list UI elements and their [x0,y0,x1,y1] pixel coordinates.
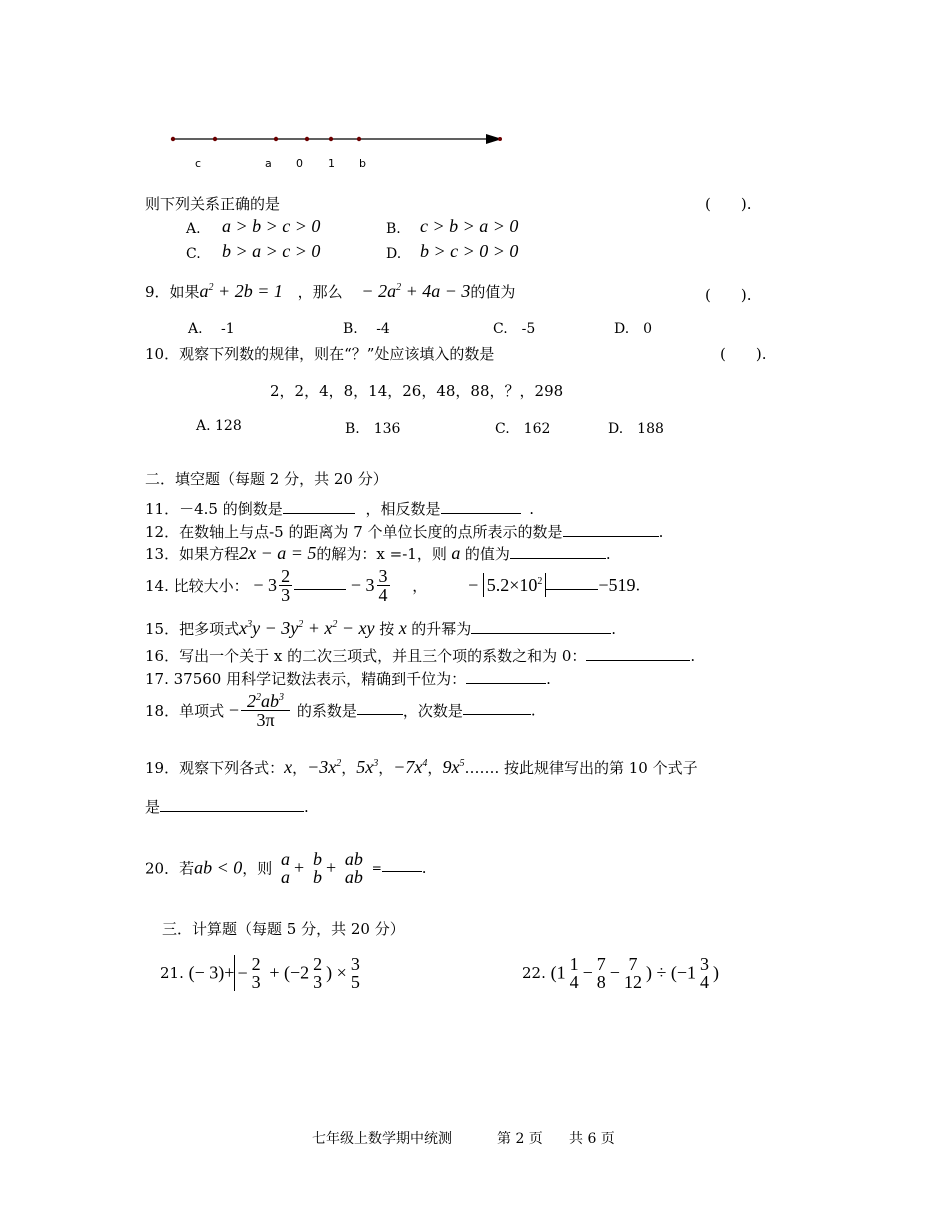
q8-stem: 则下列关系正确的是 [145,195,281,213]
q20-frac-2: b b [312,849,322,887]
q22: 22. (1 1 4 − 7 8 − 7 12 ) ÷ (−1 3 4 ) [522,954,719,992]
q9-paren: ( ). [705,286,752,304]
q18-end: . [530,701,536,720]
q21-frac-1: 2 3 [251,954,261,992]
q11-text-a: 11．－4.5 的倒数是 [145,500,283,518]
q18-blank-1[interactable] [357,699,403,715]
q20-text-b: ，则 [242,859,273,878]
q16-text: 16．写出一个关于 x 的二次三项式，并且三个项的系数之和为 0： [145,647,587,665]
q17-text: 17. 37560 用科学记数法表示，精确到千位为： [145,670,467,688]
q14-text-a: 14. 比较大小： [145,577,249,595]
q10-sequence: 2，2，4，8，14，26，48，88，？，298 [270,382,564,400]
numline-label-0: 0 [296,157,303,170]
q17 [145,668,551,689]
q14-mixed-1: − 3 [253,575,278,595]
q18-blank-2[interactable] [463,699,531,715]
q19-text-b: ……. 按此规律写出的第 10 个式子 [464,759,698,777]
q14-blank-1[interactable] [294,574,346,590]
q19-line-1: 19．观察下列各式：x，$-3x^2$，$5x^3$，$-7x^4$，$9x^5\dots\dots$. 按此规律写出的第 10 个式子 [145,757,698,777]
q11-blank-2[interactable] [441,498,521,514]
q16-end: . [690,647,696,665]
q10-option-a: A. 128 [196,418,242,434]
q19-end: . [304,798,309,816]
q14 [145,567,640,604]
q9-option-a: A. -1 [188,321,235,337]
q15-text-a: 15．把多项式 [145,620,240,638]
q9-formula-2: − $2a^2 + 4a - 3$ [361,281,471,301]
q22-number: 22. [522,964,546,982]
q13-text-b: 的解为： [316,545,377,563]
q10-option-d: D. 188 [608,421,664,437]
q9-option-b: B. -4 [343,321,390,337]
q12 [145,521,663,542]
q8-option-d-label: D. [386,246,402,262]
q13-blank[interactable] [510,543,606,559]
q13-text-c: x =-1，则 [376,545,447,563]
q22-frac-1: 1 4 [569,954,579,992]
q16-blank[interactable] [586,645,690,661]
q8-option-b: c > b > a > 0 [420,216,519,236]
q20-end: . [421,859,427,877]
q17-end: . [546,670,551,688]
q15-end: . [611,620,617,638]
section2-title: 二．填空题（每题 2 分，共 20 分） [145,470,388,488]
q13-var-a: a [446,543,465,563]
q8-paren: ( ). [705,195,752,213]
q13-end: . [605,545,611,563]
q11-blank-1[interactable] [283,498,355,514]
q10-option-b: B. 136 [345,421,401,437]
footer-total: 共 6 页 [569,1131,615,1147]
q14-separator: ， [412,577,428,595]
q9-option-d: D. 0 [614,321,653,337]
q18 [145,692,536,729]
q10-option-c: C. 162 [495,421,551,437]
q22-expression: (1 [550,962,566,983]
q8-option-a: a > b > c > 0 [222,216,321,236]
q18-text-c: ，次数是 [402,702,463,720]
q15-text-b: 按 [379,620,395,638]
numline-label-b: b [359,157,366,170]
q14-end: . [635,576,641,595]
q14-frac-2: $\frac{3}{4}$ [378,566,388,605]
q20-equals: = [371,861,382,875]
q19-blank[interactable] [160,796,304,812]
q17-blank[interactable] [466,668,546,684]
q9-number: 9．如果 [145,283,200,301]
q15 [145,618,616,639]
q9-end: 的值为 [470,283,516,301]
q9-option-c: C. -5 [493,321,536,337]
footer-page: 第 2 页 [497,1131,543,1147]
q21-expression: (− 3)+ [188,962,235,983]
q8-option-a-label: A. [186,221,201,237]
q13-text-a: 13．如果方程 [145,545,240,563]
q20: 20．若ab < 0，则 a a + b b + ab ab = . [145,849,427,887]
q22-frac-3: 7 12 [623,954,642,992]
q21-frac-2: 2 3 [313,954,323,992]
q15-text-c: 的升幂为 [411,620,472,638]
q9-formula-1: $a^2 + 2b = 1$ [199,281,283,301]
q20-blank[interactable] [382,856,422,872]
numline-label-a: a [265,157,272,170]
q18-monomial: $\frac{2^2ab^3}{3\pi}$ [241,692,290,729]
q11-text-b: ，相反数是 [365,500,441,518]
q18-text-a: 18．单项式 [145,702,225,720]
q11 [145,498,534,519]
number-line [160,128,520,178]
q18-text-b: 的系数是 [296,702,357,720]
q20-frac-1: a a [281,849,291,887]
q19-text-c: 是 [145,798,161,816]
q13-equation: 2x − a = 5 [239,543,317,563]
q21: 21. (− 3)+ − 2 3 + (−2 2 3 ) × 3 5 [160,954,360,992]
q19-line-2 [145,796,309,817]
q12-blank[interactable] [563,521,659,537]
q19-text-a: 19．观察下列各式： [145,759,285,777]
q10-paren: ( ). [720,345,767,363]
q11-end: . [529,500,535,518]
q8-option-c: b > a > c > 0 [222,241,321,261]
q15-blank[interactable] [471,618,611,634]
q14-mixed-2: − 3 [350,575,375,595]
footer-title: 七年级上数学期中统测 [312,1131,452,1147]
q12-end: . [658,523,664,541]
numline-label-c: c [195,157,202,170]
q20-frac-3: ab ab [344,849,363,887]
q22-frac-2: 7 8 [596,954,606,992]
q13 [145,543,611,564]
q18-minus: − [228,700,240,720]
section3-title: 三．计算题（每题 5 分，共 20 分） [162,920,405,938]
q13-text-d: 的值为 [464,545,510,563]
q22-frac-4: 3 4 [699,954,709,992]
q14-abs-expr: − $5.2\times 10^2$ [468,575,546,595]
numline-label-1: 1 [328,157,335,170]
q9-stem [145,281,515,302]
q12-text: 12．在数轴上与点-5 的距离为 7 个单位长度的点所表示的数是 [145,523,563,541]
q21-frac-3: 3 5 [350,954,360,992]
q20-text-a: 20．若 [145,859,195,878]
q16 [145,645,695,666]
q10-stem: 10．观察下列数的规律，则在“？”处应该填入的数是 [145,345,495,363]
q8-option-b-label: B. [386,221,401,237]
q19-sequence: x [284,757,293,777]
q9-mid: ，那么 [297,283,343,301]
q8-option-c-label: C. [186,246,201,262]
q14-blank-2[interactable] [546,574,598,590]
q14-value: −519 [598,575,636,595]
q15-polynomial: $x^3y - 3y^2 + x^2$ − xy [239,618,375,638]
q21-number: 21. [160,964,184,982]
q14-frac-1: $\frac{2}{3}$ [281,566,291,605]
q8-option-d: b > c > 0 > 0 [420,241,519,261]
q15-var-x: x [394,618,412,638]
q20-condition: ab < 0 [194,857,243,878]
